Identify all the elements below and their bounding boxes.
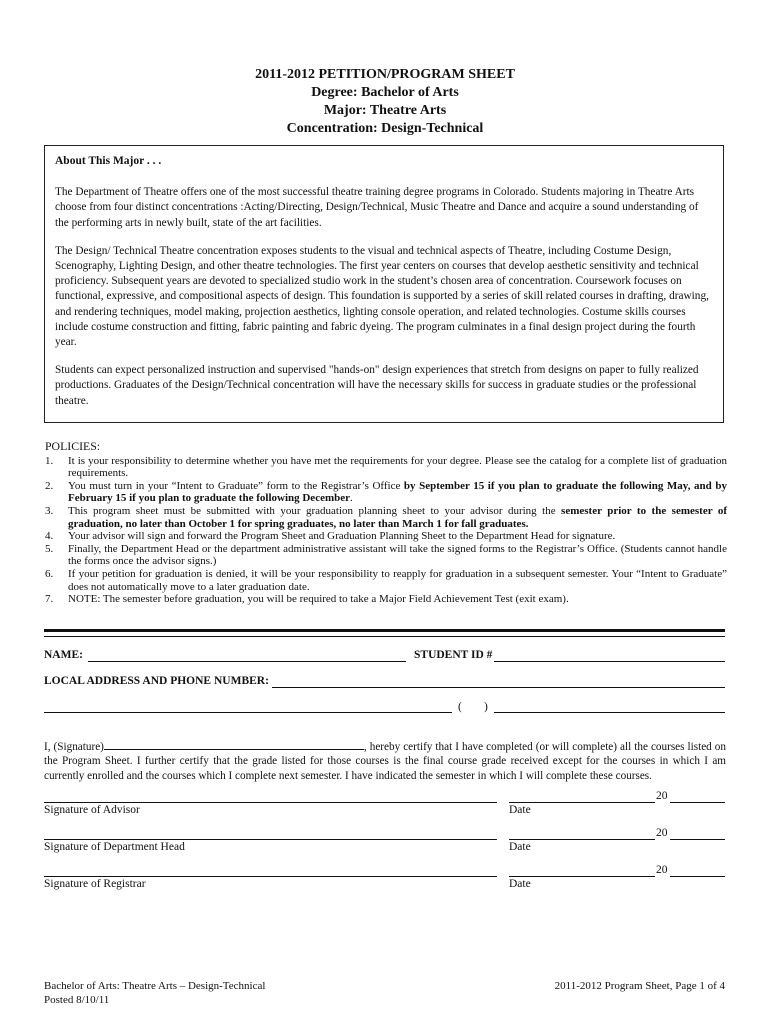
page-footer-right <box>555 979 725 993</box>
policy-item <box>45 593 727 606</box>
about-title: About This Major . . . <box>55 155 162 167</box>
department-head-year-prefix: 20 <box>656 827 668 839</box>
policy-bold-text: semester prior to the semester of graduation, no later than October 1 for spring graduates, no later than March 1 for fall graduates. <box>68 504 728 530</box>
name-label: NAME: <box>44 649 83 661</box>
phone-paren-open: ( <box>458 701 462 713</box>
advisor-signature-field[interactable] <box>44 801 497 803</box>
about-paragraph-1: The Department of Theatre offers one of the most successful theatre training degree programs in Colorado. Students majoring in Theatre Arts choose from four distinct concentrations :Acting/Directing, Design/Technical, Music Theatre and Dance and acquire a sound understanding of the performing arts in newly built, state of the art facilities. <box>55 186 699 229</box>
policy-number: 4. <box>45 530 54 543</box>
policies-section <box>45 440 727 606</box>
section-divider-thick <box>44 629 725 632</box>
registrar-date-field[interactable] <box>509 875 655 877</box>
header-title: 2011-2012 PETITION/PROGRAM SHEET <box>255 67 515 82</box>
policy-item <box>45 530 727 543</box>
policy-item <box>45 505 727 530</box>
certification-signature-field[interactable] <box>104 739 364 750</box>
registrar-signature-label: Signature of Registrar <box>44 878 146 890</box>
policy-item <box>45 568 727 593</box>
department-head-date-field[interactable] <box>509 838 655 840</box>
policy-text: NOTE: The semester before graduation, you will be required to take a Major Field Achievement Test (exit exam). <box>68 593 569 606</box>
page-footer-left <box>44 979 265 1007</box>
page-header <box>0 66 770 138</box>
policy-text: Finally, the Department Head or the department administrative assistant will take the signed forms to the Registrar’s Office. (Students cannot handle the forms once the advisor signs.) <box>68 542 727 568</box>
registrar-date-label: Date <box>509 878 531 890</box>
phone-number-field[interactable] <box>494 711 725 713</box>
name-field[interactable] <box>88 660 406 662</box>
policy-number: 6. <box>45 567 54 580</box>
student-id-field[interactable] <box>494 660 725 662</box>
section-divider-thin <box>44 636 725 637</box>
policy-number: 3. <box>45 504 54 517</box>
policy-text: You must turn in your “Intent to Graduate” form to the Registrar’s Office <box>68 479 404 492</box>
header-concentration: Concentration: Design-Technical <box>286 121 484 136</box>
policy-text: It is your responsibility to determine whether you have met the requirements for your degree. Please see the catalog for a complete list of graduation requirements. <box>68 454 727 480</box>
footer-posted-date: Posted 8/10/11 <box>44 994 110 1006</box>
header-major: Major: Theatre Arts <box>323 103 447 118</box>
policy-item <box>45 543 727 568</box>
area-code-field[interactable] <box>466 711 482 712</box>
student-id-label: STUDENT ID # <box>414 649 493 661</box>
advisor-date-label: Date <box>509 804 531 816</box>
header-degree: Degree: Bachelor of Arts <box>311 85 459 100</box>
footer-program-name: Bachelor of Arts: Theatre Arts – Design-Technical <box>44 980 266 992</box>
department-head-year-field[interactable] <box>670 838 725 840</box>
advisor-year-field[interactable] <box>670 801 725 803</box>
about-major-box <box>44 145 724 423</box>
policy-text: Your advisor will sign and forward the Program Sheet and Graduation Planning Sheet to the Department Head for signature. <box>68 530 616 543</box>
policy-number: 1. <box>45 454 54 467</box>
policy-number: 5. <box>45 542 54 555</box>
phone-paren-close: ) <box>484 701 488 713</box>
policy-bold-text: by September 15 if you plan to graduate the following May, and by February 15 if you plan to graduate the following December <box>68 479 727 505</box>
address-field[interactable] <box>272 686 725 688</box>
department-head-signature-field[interactable] <box>44 838 497 840</box>
policy-item <box>45 455 727 480</box>
address-label: LOCAL ADDRESS AND PHONE NUMBER: <box>44 675 269 687</box>
policy-text: This program sheet must be submitted with your graduation planning sheet to your advisor during the <box>68 504 562 517</box>
advisor-year-prefix: 20 <box>656 790 668 802</box>
certification-prefix: I, (Signature) <box>44 741 104 753</box>
policy-number: 7. <box>45 593 54 606</box>
about-paragraph-2: The Design/ Technical Theatre concentration exposes students to the visual and technical aspects of Theatre, including Costume Design, Scenography, Lighting Design, and other theatre technologies. The first year centers on courses that develop aesthetic sensitivity and technical proficiency. Subsequent years are devoted to specialized studio work in the student’s chosen area of concentration. Coursework focuses on functional, expressive, and compositional aspects of design. This foundation is supported by a series of skill related courses in drafting, drawing, and rendering techniques, model making, projection aesthetics, lighting console operation, and related technologies. Costume skills courses include costume construction and fitting, fabric painting and fabric dyeing. The program culminates in a final design project during the fourth year. <box>55 244 709 349</box>
department-head-date-label: Date <box>509 841 531 853</box>
registrar-year-prefix: 20 <box>656 864 668 876</box>
policy-number: 2. <box>45 479 54 492</box>
certification-statement <box>44 739 726 783</box>
policy-item <box>45 480 727 505</box>
advisor-signature-label: Signature of Advisor <box>44 804 140 816</box>
registrar-signature-field[interactable] <box>44 875 497 877</box>
policy-text-end: . <box>350 492 353 505</box>
about-paragraph-3: Students can expect personalized instruction and supervised "hands-on" design experiences that stretch from designs on paper to fully realized productions. Graduates of the Design/Technical concentration will have the necessary skills for success in graduate studies or the professional theatre. <box>55 364 699 407</box>
department-head-signature-label: Signature of Department Head <box>44 841 185 853</box>
certification-text: , hereby certify that I have completed (or will complete) all the courses listed on the Program Sheet. I further certify that the grade listed for those courses is the final course grade received except for the courses in which I am currently enrolled and the courses which I complete next semester. I have indicated the semester in which I will complete these courses. <box>44 741 726 782</box>
registrar-year-field[interactable] <box>670 875 725 877</box>
footer-page-number: 2011-2012 Program Sheet, Page 1 of 4 <box>554 980 725 992</box>
policy-text: If your petition for graduation is denied, it will be your responsibility to reapply for graduation in a subsequent semester. Your “Intent to Graduate” does not automatically move to a later graduation date. <box>68 567 727 593</box>
address-field-line-2[interactable] <box>44 711 452 713</box>
advisor-date-field[interactable] <box>509 801 655 803</box>
policies-heading: POLICIES: <box>45 439 101 453</box>
